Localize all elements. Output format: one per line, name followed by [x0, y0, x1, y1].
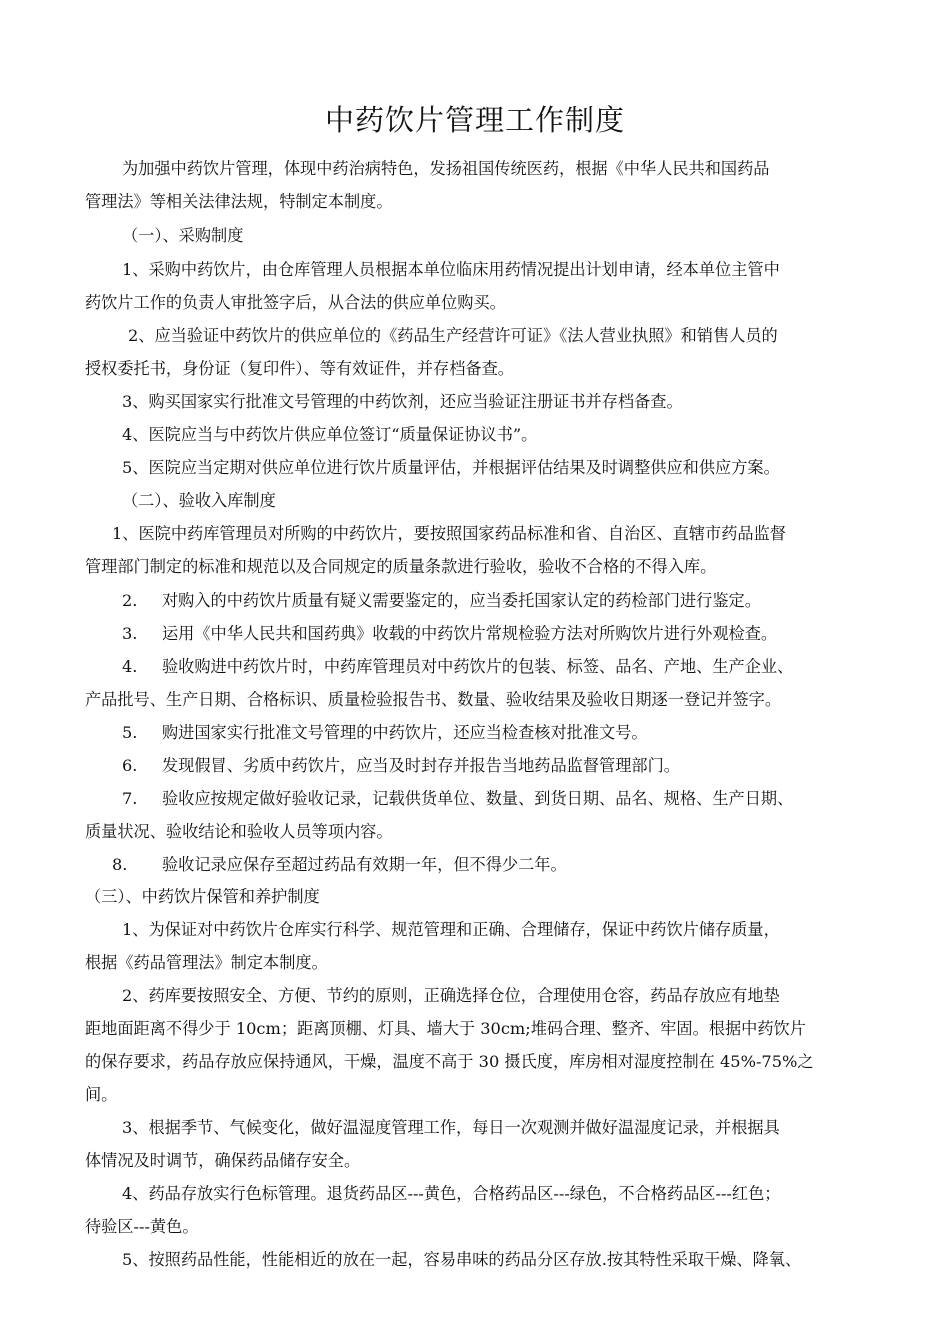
item-number: 2. — [122, 591, 138, 610]
s2-p1-line-1: 1、医院中药库管理员对所购的中药饮片，要按照国家药品标准和省、自治区、直辖市药品监督 — [112, 524, 786, 543]
intro-line-2: 管理法》等相关法律法规，特制定本制度。 — [85, 192, 393, 211]
item-text: 购进国家实行批准文号管理的中药饮片，还应当检查核对批准文号。 — [162, 723, 648, 742]
s1-p2-line-2: 授权委托书，身份证（复印件）、等有效证件，并存档备查。 — [85, 359, 514, 378]
item-continuation: 产品批号、生产日期、合格标识、质量检验报告书、数量、验收结果及验收日期逐一登记并签字。 — [85, 690, 782, 709]
item-text: 验收应按规定做好验收记录，记载供货单位、数量、到货日期、品名、规格、生产日期、 — [162, 789, 794, 808]
s3-p1-line-1: 1、为保证对中药饮片仓库实行科学、规范管理和正确、合理储存，保证中药饮片储存质量， — [122, 920, 780, 939]
item-text: 运用《中华人民共和国药典》收载的中药饮片常规检验方法对所购饮片进行外观检查。 — [162, 624, 778, 643]
item-number: 3. — [122, 624, 138, 643]
s3-p3-line-2: 体情况及时调节，确保药品储存安全。 — [85, 1151, 361, 1170]
section1-heading: （一）、采购制度 — [122, 226, 244, 245]
s3-p3-line-1: 3、根据季节、气候变化，做好温湿度管理工作，每日一次观测并做好温湿度记录，并根据具 — [122, 1118, 780, 1137]
item-number: 4. — [122, 657, 138, 676]
s3-p2-line-3: 的保存要求，药品存放应保持通风，干燥，温度不高于 30 摄氏度，库房相对湿度控制在 45%-75%之 — [85, 1052, 814, 1071]
item-text: 验收记录应保存至超过药品有效期一年，但不得少二年。 — [162, 855, 567, 874]
s1-p3: 3、购买国家实行批准文号管理的中药饮剂，还应当验证注册证书并存档备查。 — [122, 392, 683, 411]
s2-item — [112, 854, 567, 876]
s1-p2-line-1: 2、应当验证中药饮片的供应单位的《药品生产经营许可证》《法人营业执照》和销售人员的 — [128, 326, 778, 345]
item-number: 6. — [122, 756, 138, 775]
s1-p4: 4、医院应当与中药饮片供应单位签订“质量保证协议书”。 — [122, 425, 538, 444]
item-number: 5. — [122, 723, 138, 742]
item-text: 发现假冒、劣质中药饮片，应当及时封存并报告当地药品监督管理部门。 — [162, 756, 680, 775]
s3-p2-line-1: 2、药库要按照安全、方便、节约的原则，正确选择仓位，合理使用仓容，药品存放应有地垫 — [122, 986, 780, 1005]
s2-item — [122, 623, 777, 645]
item-number: 8. — [112, 855, 128, 874]
s2-item — [122, 722, 648, 744]
s3-p1-line-2: 根据《药品管理法》制定本制度。 — [85, 953, 328, 972]
intro-line-1: 为加强中药饮片管理，体现中药治病特色，发扬祖国传统医药，根据《中华人民共和国药品 — [122, 159, 770, 178]
s1-p5: 5、医院应当定期对供应单位进行饮片质量评估，并根据评估结果及时调整供应和供应方案。 — [122, 458, 780, 477]
item-text: 对购入的中药饮片质量有疑义需要鉴定的，应当委托国家认定的药检部门进行鉴定。 — [162, 591, 761, 610]
s2-item — [122, 590, 761, 612]
s1-p1-line-2: 药饮片工作的负责人审批签字后，从合法的供应单位购买。 — [85, 293, 506, 312]
item-number: 7. — [122, 789, 138, 808]
item-continuation: 质量状况、验收结论和验收人员等项内容。 — [85, 822, 393, 841]
s1-p1-line-1: 1、采购中药饮片，由仓库管理人员根据本单位临床用药情况提出计划申请，经本单位主管中 — [122, 260, 780, 279]
section3-heading: （三）、中药饮片保管和养护制度 — [85, 887, 320, 906]
s3-p4-line-2: 待验区---黄色。 — [85, 1217, 199, 1236]
s2-p1-line-2: 管理部门制定的标准和规范以及合同规定的质量条款进行验收，验收不合格的不得入库。 — [85, 557, 717, 576]
s3-p4-line-1: 4、药品存放实行色标管理。退货药品区---黄色，合格药品区---绿色，不合格药品区---红色； — [122, 1184, 781, 1203]
s2-item — [122, 755, 680, 777]
section2-heading: （二）、验收入库制度 — [122, 491, 276, 510]
document-title: 中药饮片管理工作制度 — [324, 103, 625, 137]
s3-p2-line-2: 距地面距离不得少于 10cm；距离顶棚、灯具、墙大于 30cm;堆码合理、整齐、牢固。根据中药饮片 — [85, 1019, 806, 1038]
s3-p5-line-1: 5、按照药品性能，性能相近的放在一起，容易串味的药品分区存放.按其特性采取干燥、降氧、 — [122, 1250, 802, 1269]
s2-item — [122, 788, 793, 810]
item-text: 验收购进中药饮片时，中药库管理员对中药饮片的包装、标签、品名、产地、生产企业、 — [162, 657, 794, 676]
s2-item — [122, 656, 793, 678]
s3-p2-line-4: 间。 — [85, 1085, 118, 1104]
